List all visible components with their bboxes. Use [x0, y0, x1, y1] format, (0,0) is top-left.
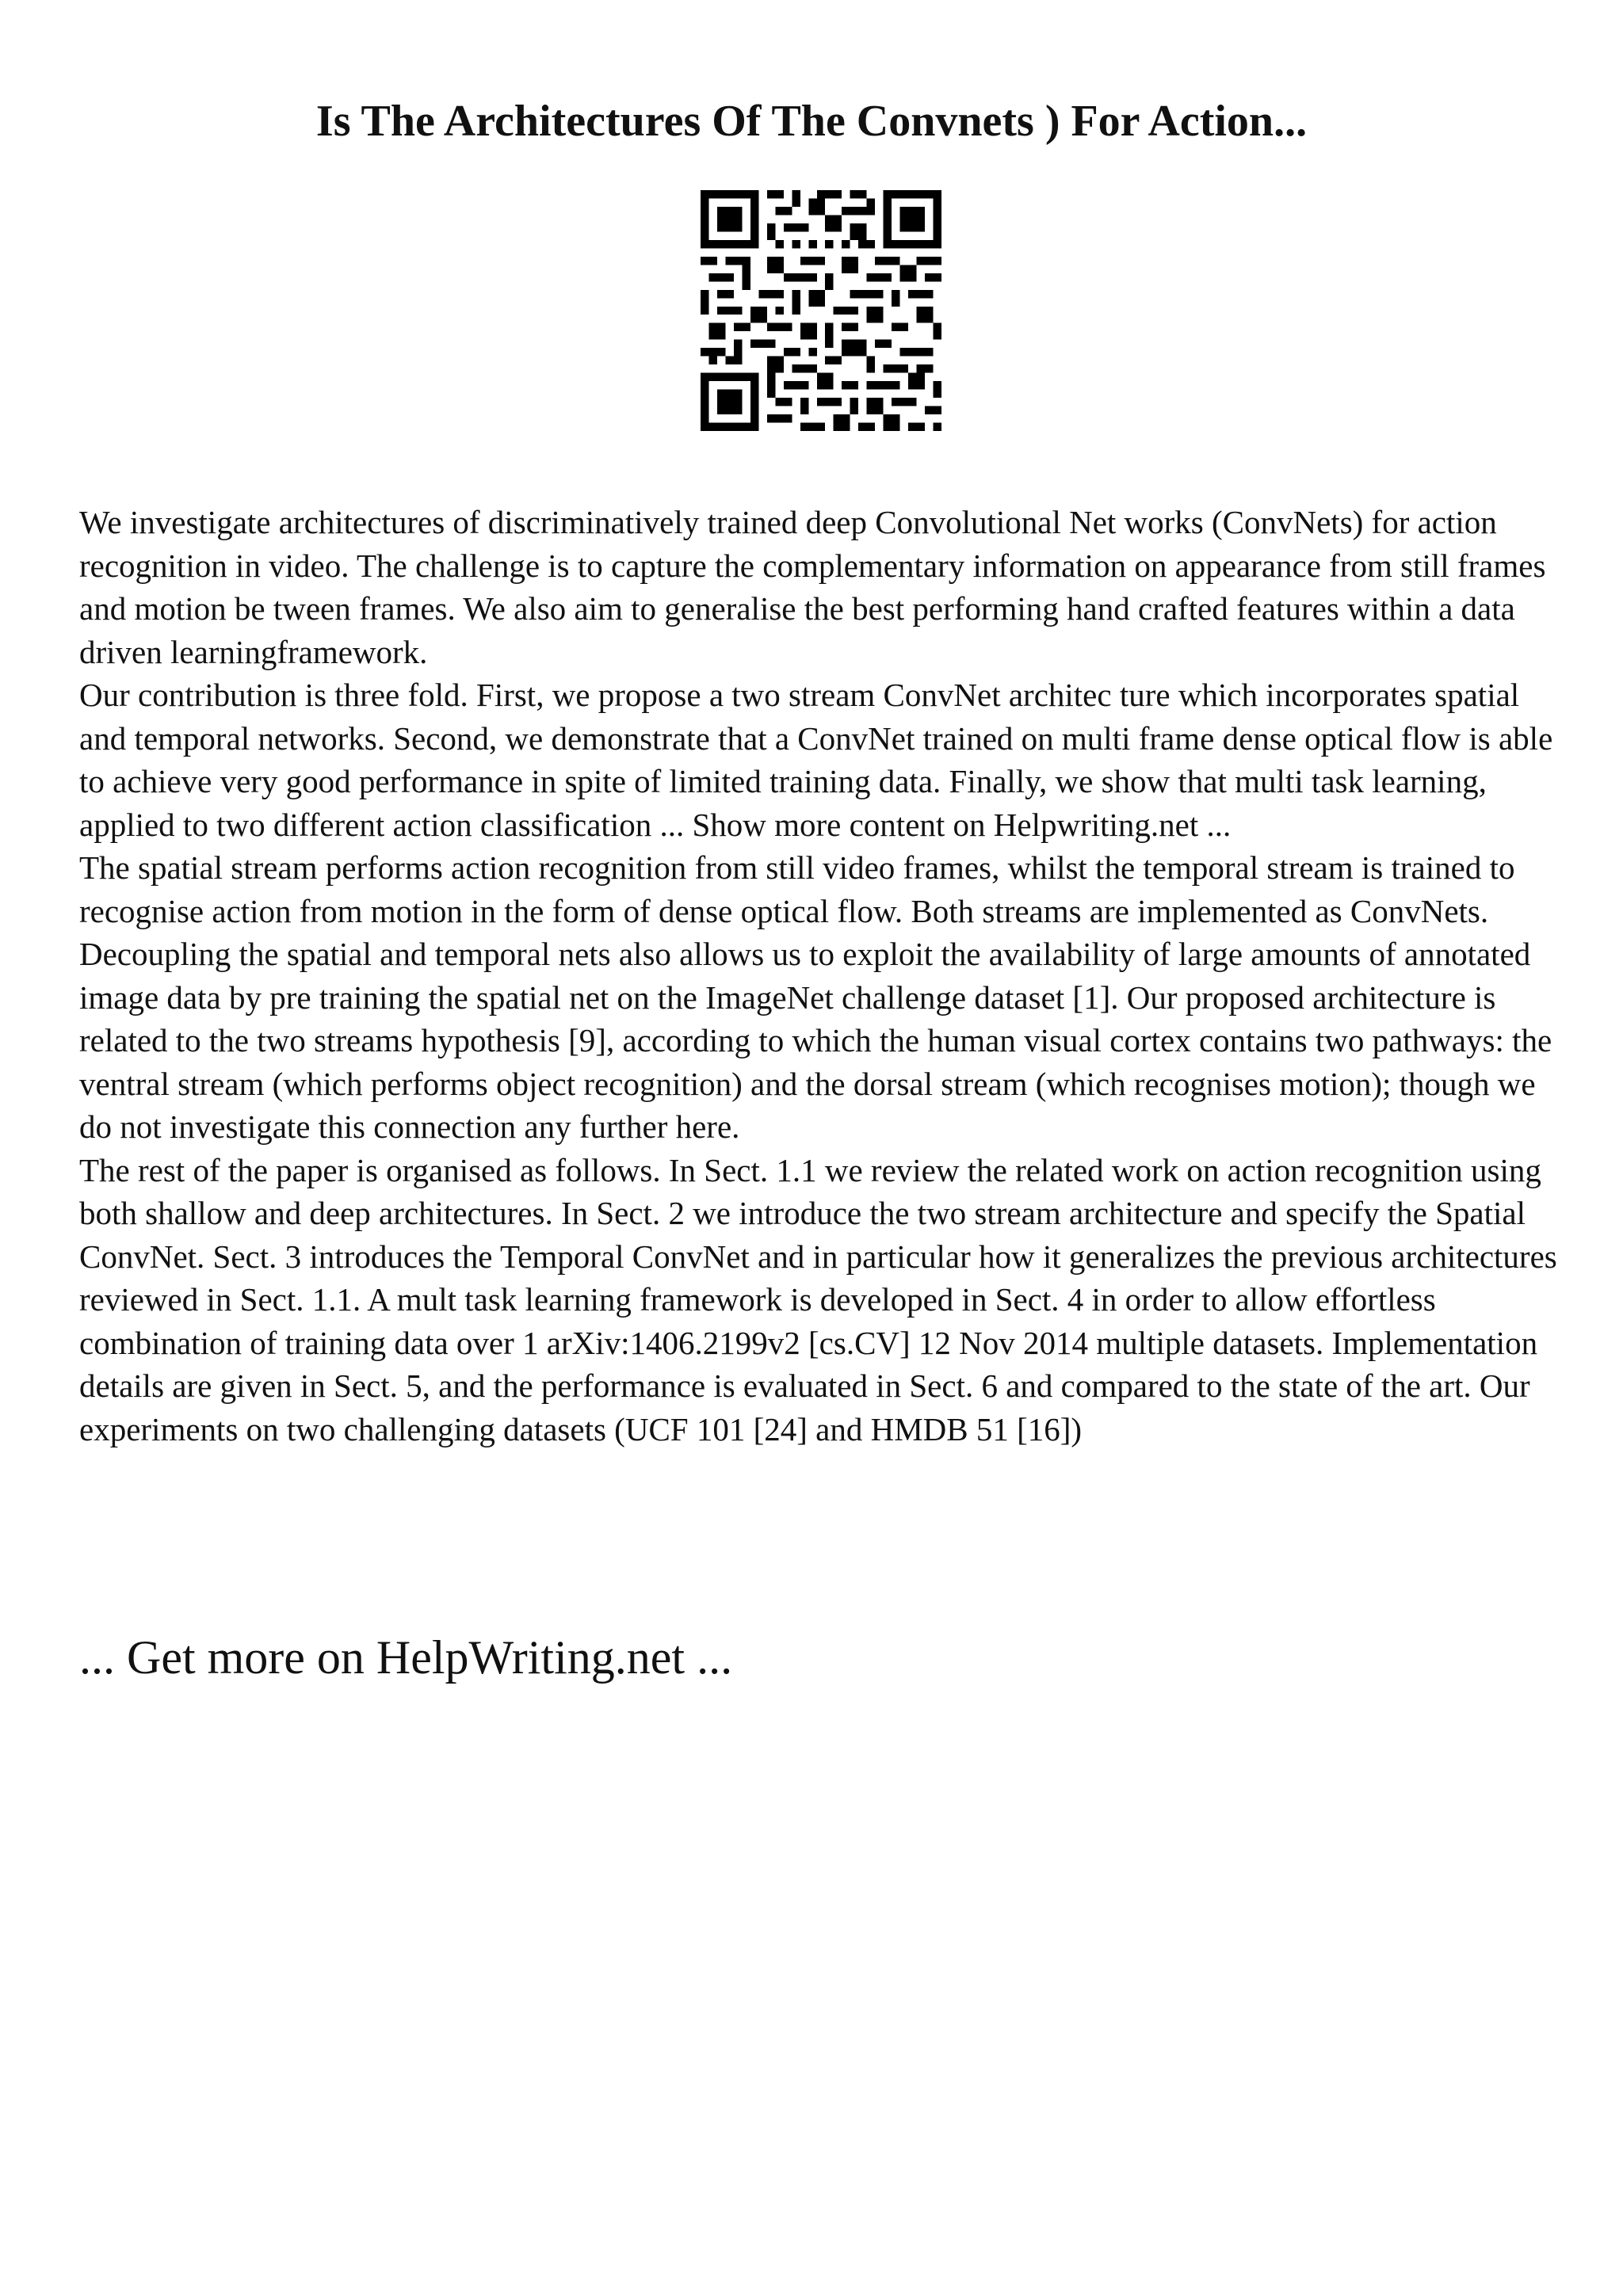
get-more-link[interactable]: ... Get more on HelpWriting.net ...	[79, 1631, 733, 1684]
document-body	[79, 501, 1569, 1451]
paragraph-2: Our contribution is three fold. First, we propose a two stream ConvNet architec ture which incorporates spatial and temporal networks. Second, we demonstrate that a ConvNet trained on multi frame dense optical flow is able to achieve very good performance in spite of limited training data. Finally, we show that multi task learning, applied to two different action classification ... Show more content on Helpwriting.net ...	[79, 677, 1553, 843]
paragraph-3: The spatial stream performs action recognition from still video frames, whilst the temporal stream is trained to recognise action from motion in the form of dense optical flow. Both streams are implemented as ConvNets. Decoupling the spatial and temporal nets also allows us to exploit the availability of large amounts of annotated image data by pre training the spatial net on the ImageNet challenge dataset [1]. Our proposed architecture is related to the two streams hypothesis [9], according to which the human visual cortex contains two pathways: the ventral stream (which performs object recognition) and the dorsal stream (which recognises motion); though we do not investigate this connection any further here.	[79, 849, 1552, 1145]
paragraph-1: We investigate architectures of discriminatively trained deep Convolutional Net works (ConvNets) for action recognition in video. The challenge is to capture the complementary information on appearance from still frames and motion be tween frames. We also aim to generalise the best performing hand crafted features within a data driven learningframework.	[79, 504, 1546, 670]
paragraph-4: The rest of the paper is organised as follows. In Sect. 1.1 we review the related work on action recognition using both shallow and deep architectures. In Sect. 2 we introduce the two stream architecture and specify the Spatial ConvNet. Sect. 3 introduces the Temporal ConvNet and in particular how it generalizes the previous architectures reviewed in Sect. 1.1. A mult task learning framework is developed in Sect. 4 in order to allow effortless combination of training data over 1 arXiv:1406.2199v2 [cs.CV] 12 Nov 2014 multiple datasets. Implementation details are given in Sect. 5, and the performance is evaluated in Sect. 6 and compared to the state of the art. Our experiments on two challenging datasets (UCF 101 [24] and HMDB 51 [16])	[79, 1151, 1557, 1447]
page-title: Is The Architectures Of The Convnets ) For Action...	[315, 97, 1308, 146]
qr-code-icon	[701, 190, 941, 431]
